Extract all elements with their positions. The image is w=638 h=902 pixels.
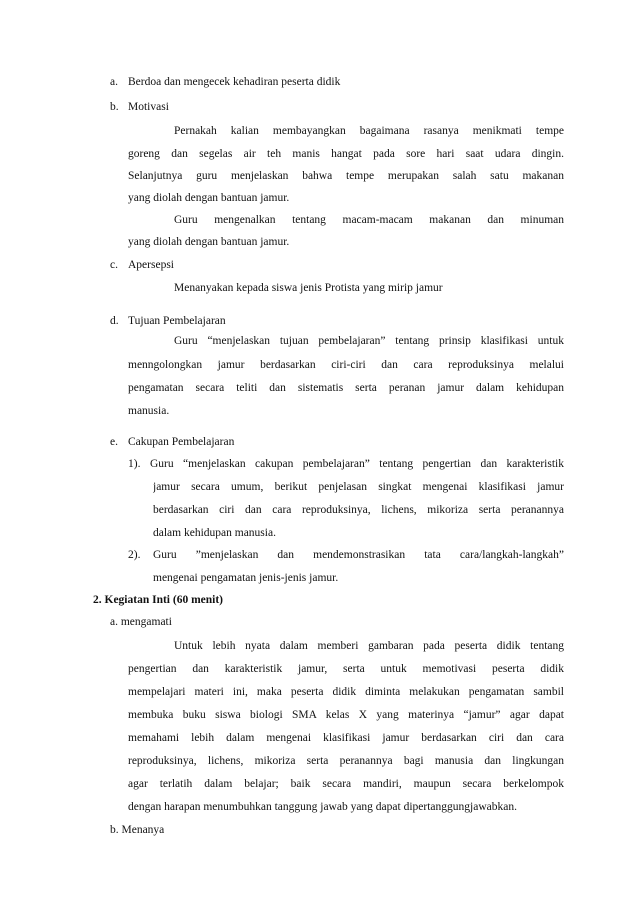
item-e-title: Cakupan Pembelajaran — [128, 436, 235, 448]
item-a-title: Berdoa dan mengecek kehadiran peserta didik — [128, 76, 341, 88]
mengamati-label: a. mengamati — [110, 616, 172, 628]
mengamati-line-1: Untuk lebih nyata dalam memberi gambaran pada peserta didik tentang — [174, 640, 564, 652]
item-e-label: e. — [110, 436, 118, 448]
cakupan-1-line-3: berdasarkan ciri dan cara reproduksinya, lichens, mikoriza serta peranannya — [153, 504, 564, 516]
mengamati-line-4: membuka buku siswa biologi SMA kelas X yang materinya “jamur” agar dapat — [128, 709, 564, 721]
kegiatan-inti-heading: 2. Kegiatan Inti (60 menit) — [93, 594, 224, 606]
mengamati-line-3: mempelajari materi ini, maka peserta didik diminta melakukan pengamatan sambil — [128, 686, 564, 698]
motivasi-line-3: Selanjutnya guru menjelaskan bahwa tempe merupakan salah satu makanan — [128, 170, 564, 182]
motivasi-line-2: goreng dan segelas air teh manis hangat pada sore hari saat udara dingin. — [128, 148, 564, 160]
cakupan-2-num: 2). — [128, 549, 141, 561]
motivasi-line-5: Guru mengenalkan tentang macam-macam makanan dan minuman — [174, 214, 564, 226]
motivasi-line-6: yang diolah dengan bantuan jamur. — [128, 236, 290, 248]
item-c-label: c. — [110, 259, 118, 271]
tujuan-line-2: menngolongkan jamur berdasarkan ciri-ciri dan cara reproduksinya melalui — [128, 359, 564, 371]
cakupan-2-line-2: mengenai pengamatan jenis-jenis jamur. — [153, 572, 339, 584]
item-c-title: Apersepsi — [128, 259, 174, 271]
cakupan-2-line-1: Guru ”menjelaskan dan mendemonstrasikan tata cara/langkah-langkah” — [153, 549, 564, 561]
cakupan-1-line-1: Guru “menjelaskan cakupan pembelajaran” tentang pengertian dan karakteristik — [150, 458, 564, 470]
motivasi-line-1: Pernakah kalian membayangkan bagaimana rasanya menikmati tempe — [174, 125, 564, 137]
mengamati-line-8: dengan harapan menumbuhkan tanggung jawab yang dapat dipertanggungjawabkan. — [128, 801, 517, 813]
apersepsi-line-1: Menanyakan kepada siswa jenis Protista yang mirip jamur — [174, 282, 443, 294]
tujuan-line-1: Guru “menjelaskan tujuan pembelajaran” tentang prinsip klasifikasi untuk — [174, 335, 564, 347]
cakupan-1-line-4: dalam kehidupan manusia. — [153, 527, 276, 539]
mengamati-line-5: memahami lebih dalam mengenai klasifikasi jamur berdasarkan ciri dan cara — [128, 732, 564, 744]
item-b-title: Motivasi — [128, 101, 169, 113]
motivasi-line-4: yang diolah dengan bantuan jamur. — [128, 192, 290, 204]
menanya-label: b. Menanya — [110, 824, 165, 836]
cakupan-1-line-2: jamur secara umum, berikut penjelasan singkat mengenai klasifikasi jamur — [153, 481, 564, 493]
item-b-label: b. — [110, 101, 119, 113]
cakupan-1-num: 1). — [128, 458, 141, 470]
item-d-title: Tujuan Pembelajaran — [128, 315, 226, 327]
item-a-label: a. — [110, 76, 118, 88]
tujuan-line-3: pengamatan secara teliti dan sistematis serta peranan jamur dalam kehidupan — [128, 382, 564, 394]
tujuan-line-4: manusia. — [128, 405, 170, 417]
mengamati-line-7: agar terlatih dalam belajar; baik secara mandiri, maupun secara berkelompok — [128, 778, 564, 790]
mengamati-line-2: pengertian dan karakteristik jamur, serta untuk memotivasi peserta didik — [128, 663, 564, 675]
mengamati-line-6: reproduksinya, lichens, mikoriza serta peranannya bagi manusia dan lingkungan — [128, 755, 564, 767]
item-d-label: d. — [110, 315, 119, 327]
